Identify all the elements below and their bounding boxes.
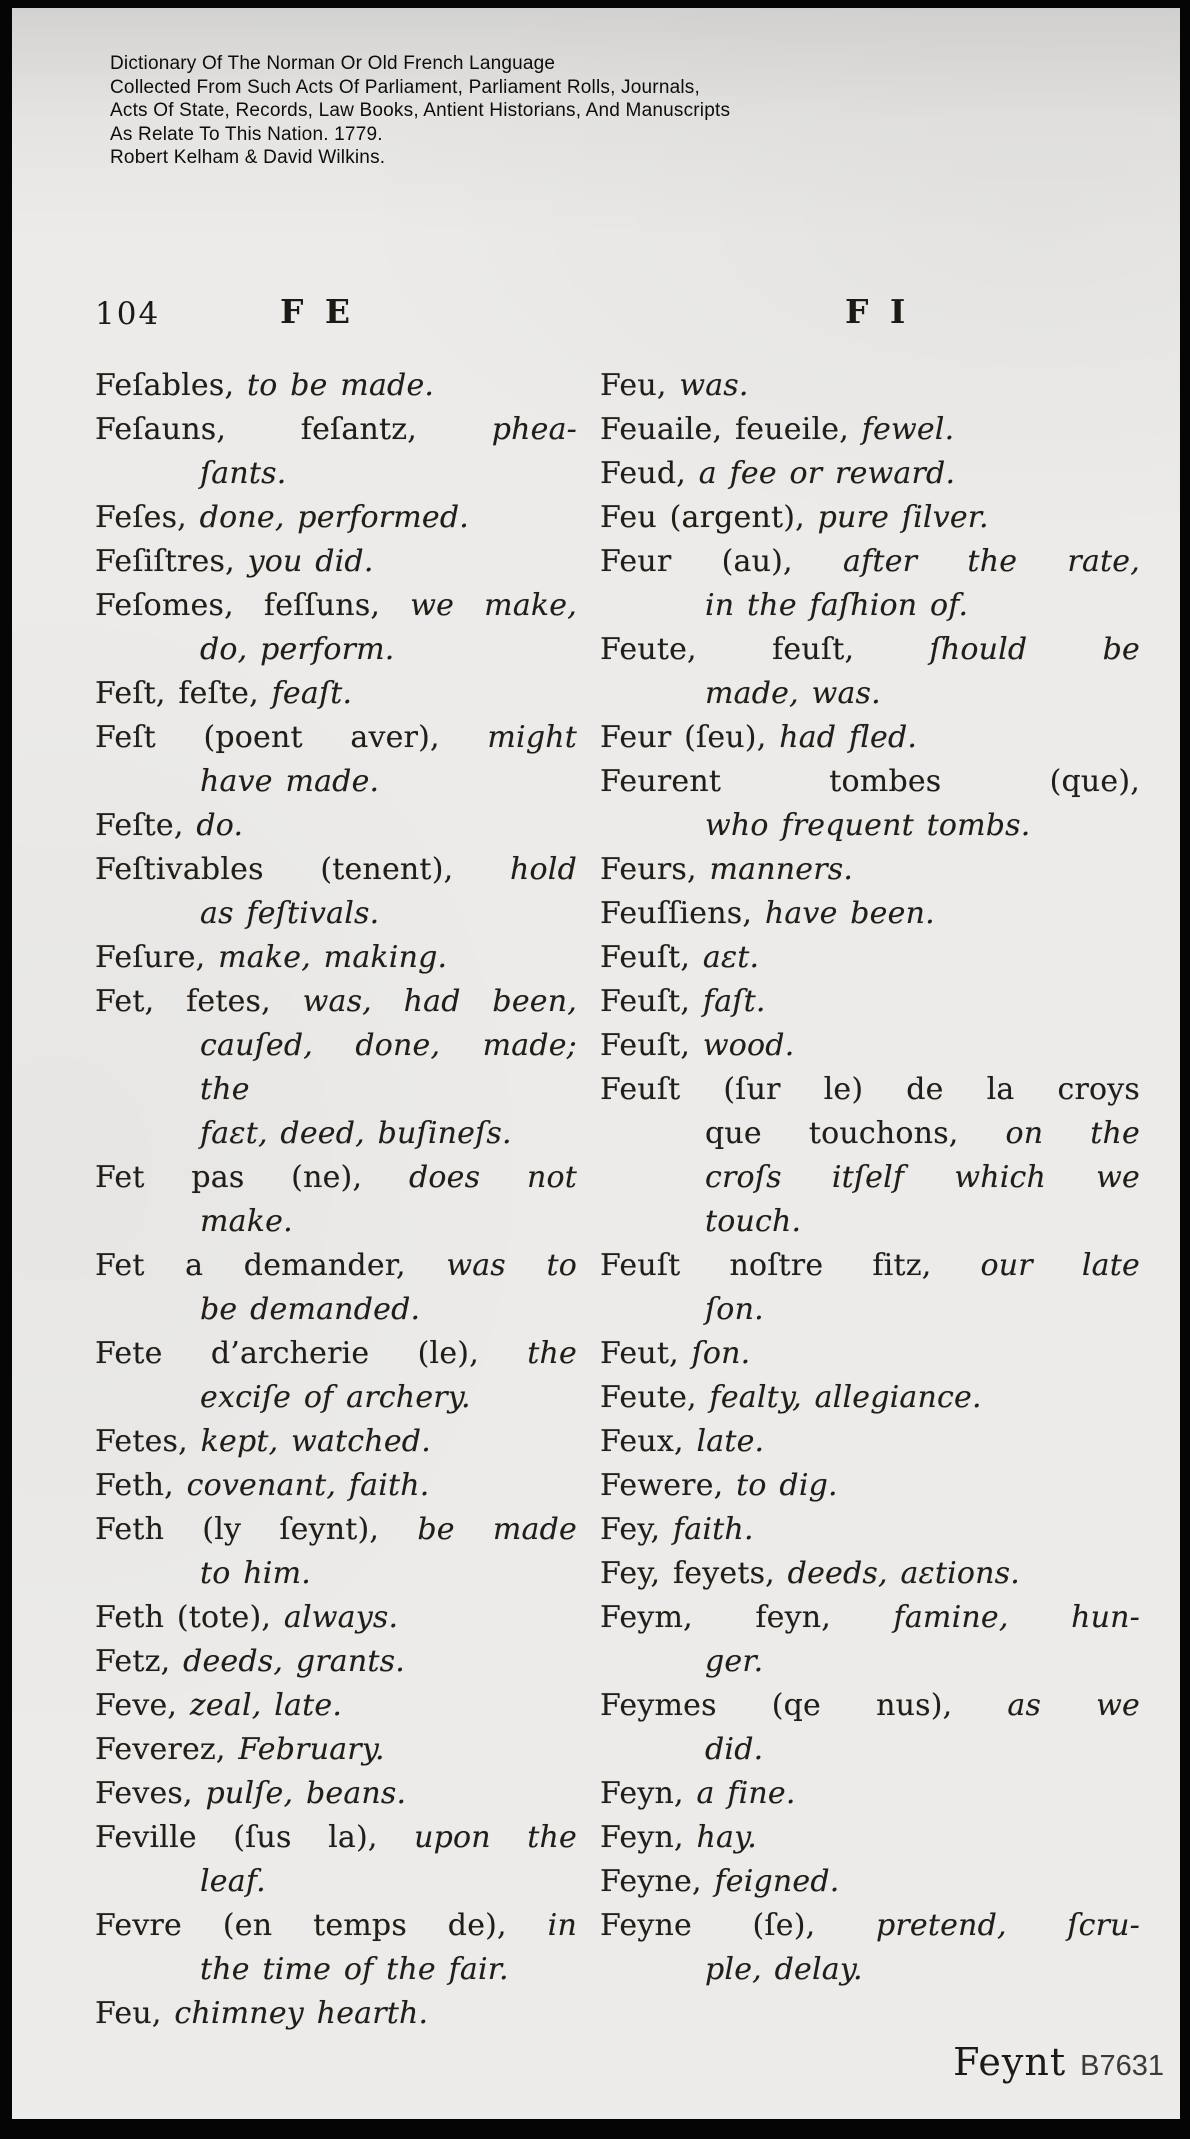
entry-line (600, 716, 1140, 760)
dictionary-entry (95, 1464, 577, 1508)
dictionary-entry (95, 540, 577, 584)
entry-gloss: phea- (491, 411, 577, 447)
entry-line (95, 496, 577, 540)
entry-line (600, 1332, 1140, 1376)
entry-line (600, 1420, 1140, 1464)
entry-term: Feu (argent), (600, 499, 805, 535)
entry-line (95, 848, 577, 892)
entry-term: Feur (au), (600, 543, 793, 579)
dictionary-entry (95, 496, 577, 540)
entry-line (95, 408, 577, 452)
entry-line (95, 1376, 577, 1420)
entry-gloss: hold (510, 851, 577, 887)
entry-gloss: chimney hearth. (174, 1995, 429, 2031)
entry-line (600, 892, 1140, 936)
entry-gloss: after the rate, (843, 543, 1140, 579)
entry-gloss: upon the (414, 1819, 577, 1855)
column-header-fe: F E (280, 291, 356, 331)
entry-line (600, 1200, 1140, 1244)
entry-gloss: famine, hun- (893, 1599, 1140, 1635)
entry-line (600, 1068, 1140, 1112)
entry-line (600, 980, 1140, 1024)
entry-gloss: have been. (764, 895, 935, 931)
entry-line (600, 1860, 1140, 1904)
entry-line (95, 1156, 577, 1200)
entry-line (95, 760, 577, 804)
entry-term: Feuſt, (600, 1027, 691, 1063)
entry-gloss: pure ſilver. (817, 499, 989, 535)
entry-line (600, 1024, 1140, 1068)
annotation-line: Collected From Such Acts Of Parliament, Parliament Rolls, Journals, (110, 76, 700, 98)
dictionary-entry (600, 1816, 1140, 1860)
entry-line (600, 804, 1140, 848)
entry-gloss: pretend, ſcru- (875, 1907, 1140, 1943)
entry-gloss: faɛt, deed, buſineſs. (200, 1115, 512, 1151)
dictionary-entry (600, 1332, 1140, 1376)
entry-term: Fetes, (95, 1423, 188, 1459)
entry-line (600, 672, 1140, 716)
paper-surface (12, 8, 1180, 2119)
entry-gloss: covenant, faith. (186, 1467, 430, 1503)
entry-term: Feve, (95, 1687, 178, 1723)
entry-line (600, 1684, 1140, 1728)
entry-line (95, 540, 577, 584)
entry-term: Fet a demander, (95, 1247, 406, 1283)
entry-gloss: February. (238, 1731, 385, 1767)
entry-gloss: we make, (410, 587, 577, 623)
dictionary-entry (95, 1904, 577, 1992)
entry-gloss: ger. (705, 1643, 764, 1679)
dictionary-entry (95, 672, 577, 716)
entry-term: Feute, feuſt, (600, 631, 855, 667)
entry-gloss: touch. (705, 1203, 802, 1239)
entry-gloss: pulſe, beans. (205, 1775, 407, 1811)
entry-line (600, 1464, 1140, 1508)
dictionary-entry (600, 1684, 1140, 1772)
dictionary-entry (95, 1244, 577, 1332)
entry-term: Feth (tote), (95, 1599, 272, 1635)
dictionary-entry (600, 496, 1140, 540)
entry-line (600, 496, 1140, 540)
entry-line (95, 452, 577, 496)
entry-line (600, 1728, 1140, 1772)
entry-line (95, 1112, 577, 1156)
entry-gloss: was. (679, 367, 749, 403)
dictionary-entry (95, 936, 577, 980)
dictionary-entry (95, 1508, 577, 1596)
entry-line (95, 1904, 577, 1948)
entry-line (600, 1948, 1140, 1992)
entry-gloss: ſon. (705, 1291, 764, 1327)
entry-term: Feſt (poent aver), (95, 719, 440, 755)
entry-gloss: made, was. (705, 675, 881, 711)
entry-gloss: ſon. (691, 1335, 751, 1371)
entry-term: Feſt, feſte, (95, 675, 259, 711)
entry-term: Feſes, (95, 499, 187, 535)
entry-term: Feuſt, (600, 983, 691, 1019)
entry-line (95, 1024, 577, 1112)
entry-term: Feſiſtres, (95, 543, 235, 579)
entry-line (95, 936, 577, 980)
entry-gloss: wood. (702, 1027, 795, 1063)
entry-gloss: our late (980, 1247, 1140, 1283)
modern-annotation-header (110, 52, 1180, 170)
entry-gloss: ſhould be (929, 631, 1140, 667)
entry-line (95, 1860, 577, 1904)
entry-line (95, 1508, 577, 1552)
dictionary-entry (95, 1992, 577, 2036)
entry-term: Feuſt, (600, 939, 691, 975)
entry-term: Feym, feyn, (600, 1599, 832, 1635)
entry-term: Fevre (en temps de), (95, 1907, 507, 1943)
entry-term: Feuſt noſtre fitz, (600, 1247, 932, 1283)
entry-term: Feuaile, feueile, (600, 411, 849, 447)
entry-term: Feves, (95, 1775, 193, 1811)
entry-gloss: deeds, grants. (183, 1643, 406, 1679)
page-footer (12, 2040, 1180, 2084)
entry-gloss: kept, watched. (200, 1423, 431, 1459)
entry-term: Feyne (ſe), (600, 1907, 816, 1943)
dictionary-entry (600, 760, 1140, 848)
entry-term: Feurs, (600, 851, 697, 887)
dictionary-entry (600, 452, 1140, 496)
entry-line (600, 936, 1140, 980)
entry-line (600, 1288, 1140, 1332)
entry-line (600, 1112, 1140, 1156)
entry-gloss: aɛt. (702, 939, 760, 975)
entry-line (95, 1640, 577, 1684)
entry-line (95, 1816, 577, 1860)
entry-term: Feſomes, feſſuns, (95, 587, 381, 623)
entry-gloss: have made. (200, 763, 380, 799)
entry-term: Feux, (600, 1423, 684, 1459)
entry-term: Feſables, (95, 367, 235, 403)
entry-gloss: was to (446, 1247, 577, 1283)
dictionary-entry (600, 1552, 1140, 1596)
entry-term: Feyne, (600, 1863, 702, 1899)
dictionary-entry (600, 1244, 1140, 1332)
column-header-fi: F I (845, 291, 911, 331)
dictionary-entry (95, 980, 577, 1156)
entry-term: Feyn, (600, 1819, 684, 1855)
entry-line (95, 1552, 577, 1596)
entry-line (95, 980, 577, 1024)
entry-gloss: croſs itſelf which we (705, 1159, 1140, 1195)
entry-line (600, 848, 1140, 892)
catchword: Feynt (953, 2039, 1067, 2084)
entry-gloss: make. (200, 1203, 293, 1239)
entry-line (600, 628, 1140, 672)
entry-gloss: ſants. (200, 455, 287, 491)
entry-gloss: do. (196, 807, 244, 843)
entry-line (95, 364, 577, 408)
entry-line (600, 1508, 1140, 1552)
entry-term: Feu, (95, 1995, 162, 2031)
entry-line (95, 1420, 577, 1464)
entry-gloss: in the faſhion of. (705, 587, 969, 623)
dictionary-entry (95, 584, 577, 672)
entry-line (600, 1244, 1140, 1288)
dictionary-entry (600, 1068, 1140, 1244)
dictionary-entry (600, 980, 1140, 1024)
entry-term: Feur (ſeu), (600, 719, 767, 755)
entry-line (95, 1288, 577, 1332)
entry-line (600, 584, 1140, 628)
dictionary-columns (95, 364, 1180, 2036)
entry-gloss: exciſe of archery. (200, 1379, 471, 1415)
dictionary-entry (600, 1904, 1140, 1992)
entry-term: Feſtivables (tenent), (95, 851, 454, 887)
dictionary-entry (95, 1816, 577, 1904)
entry-term: Feuſt (ſur le) de la croys (600, 1071, 1140, 1107)
dictionary-entry (95, 1640, 577, 1684)
entry-gloss: to dig. (736, 1467, 838, 1503)
annotation-line: Dictionary Of The Norman Or Old French Language (110, 53, 556, 74)
entry-line (600, 408, 1140, 452)
dictionary-entry (95, 408, 577, 496)
entry-line (95, 672, 577, 716)
entry-term: Feverez, (95, 1731, 226, 1767)
scan-id-watermark: B7631 (1080, 2049, 1164, 2082)
entry-gloss: as feſtivals. (200, 895, 380, 931)
dictionary-entry (600, 1596, 1140, 1684)
dictionary-entry (95, 364, 577, 408)
entry-term: Fewere, (600, 1467, 724, 1503)
column-left (95, 364, 577, 2036)
entry-gloss: faſt. (702, 983, 766, 1019)
dictionary-entry (600, 892, 1140, 936)
entry-term: Feth, (95, 1467, 174, 1503)
entry-gloss: on the (1005, 1115, 1140, 1151)
page-number: 104 (95, 295, 161, 332)
annotation-line: Acts Of State, Records, Law Books, Antient Historians, And Manuscripts (110, 100, 731, 121)
entry-gloss: late. (696, 1423, 765, 1459)
entry-gloss: does not (408, 1159, 577, 1195)
dictionary-entry (600, 628, 1140, 716)
entry-term: Feſure, (95, 939, 206, 975)
entry-line (600, 1156, 1140, 1200)
entry-gloss: feigned. (714, 1863, 840, 1899)
dictionary-entry (600, 1464, 1140, 1508)
entry-gloss: the time of the fair. (200, 1951, 509, 1987)
entry-term: Feud, (600, 455, 686, 491)
entry-term: Feut, (600, 1335, 679, 1371)
entry-term: Fete d’archerie (le), (95, 1335, 479, 1371)
entry-gloss: do, perform. (200, 631, 395, 667)
page-head (12, 292, 1180, 334)
entry-line (600, 1552, 1140, 1596)
dictionary-entry (600, 1508, 1140, 1552)
dictionary-entry (95, 1420, 577, 1464)
dictionary-entry (600, 408, 1140, 452)
entry-line (95, 628, 577, 672)
dictionary-entry (95, 1684, 577, 1728)
entry-gloss: make, making. (218, 939, 448, 975)
entry-gloss: to him. (200, 1555, 311, 1591)
entry-gloss: zeal, late. (189, 1687, 343, 1723)
entry-gloss: cauſed, done, made; the (200, 1027, 577, 1107)
entry-term: Fey, (600, 1511, 661, 1547)
entry-line (95, 1464, 577, 1508)
entry-line (95, 1244, 577, 1288)
entry-gloss: had fled. (779, 719, 918, 755)
entry-term: Fet, fetes, (95, 983, 271, 1019)
entry-line (600, 760, 1140, 804)
entry-term: Feſte, (95, 807, 184, 843)
dictionary-entry (95, 848, 577, 936)
dictionary-entry (95, 1596, 577, 1640)
entry-line (600, 1596, 1140, 1640)
entry-term: Feymes (qe nus), (600, 1687, 953, 1723)
entry-line (95, 1992, 577, 2036)
dictionary-entry (600, 936, 1140, 980)
entry-gloss: in (547, 1907, 577, 1943)
entry-term: Fetz, (95, 1643, 171, 1679)
entry-line (95, 1596, 577, 1640)
entry-line (95, 1200, 577, 1244)
entry-term: Feville (ſus la), (95, 1819, 378, 1855)
entry-gloss: was, had been, (302, 983, 577, 1019)
dictionary-entry (600, 1772, 1140, 1816)
entry-gloss: might (487, 719, 577, 755)
entry-gloss: be made (417, 1511, 577, 1547)
entry-gloss: the (527, 1335, 577, 1371)
entry-gloss: to be made. (246, 367, 435, 403)
entry-gloss: fealty, allegiance. (709, 1379, 982, 1415)
entry-line (600, 452, 1140, 496)
entry-line (600, 1772, 1140, 1816)
entry-gloss: who frequent tombs. (705, 807, 1031, 843)
dictionary-entry (95, 1728, 577, 1772)
entry-gloss: hay. (696, 1819, 757, 1855)
entry-gloss: manners. (709, 851, 854, 887)
entry-gloss: leaf. (200, 1863, 266, 1899)
entry-term: que touchons, (705, 1115, 959, 1151)
entry-gloss: ple, delay. (705, 1951, 863, 1987)
dictionary-entry (600, 1376, 1140, 1420)
entry-line (95, 584, 577, 628)
entry-gloss: deeds, aɛtions. (787, 1555, 1021, 1591)
entry-line (95, 1684, 577, 1728)
entry-term: Feyn, (600, 1775, 684, 1811)
dictionary-entry (95, 1772, 577, 1816)
entry-gloss: a fee or reward. (698, 455, 956, 491)
dictionary-entry (95, 716, 577, 804)
entry-line (600, 1816, 1140, 1860)
dictionary-entry (600, 1860, 1140, 1904)
entry-line (600, 1640, 1140, 1684)
annotation-line: As Relate To This Nation. 1779. (110, 123, 383, 145)
entry-gloss: always. (283, 1599, 399, 1635)
dictionary-entry (600, 716, 1140, 760)
annotation-line: Robert Kelham & David Wilkins. (110, 147, 386, 168)
dictionary-entry (600, 1420, 1140, 1464)
entry-line (600, 1904, 1140, 1948)
entry-gloss: a fine. (696, 1775, 796, 1811)
entry-line (95, 1332, 577, 1376)
entry-line (95, 1728, 577, 1772)
entry-line (95, 716, 577, 760)
entry-term: Feu, (600, 367, 667, 403)
dictionary-entry (95, 1156, 577, 1244)
entry-gloss: as we (1007, 1687, 1140, 1723)
dictionary-entry (600, 364, 1140, 408)
entry-line (600, 1376, 1140, 1420)
dictionary-entry (600, 848, 1140, 892)
entry-line (95, 804, 577, 848)
entry-line (600, 364, 1140, 408)
entry-gloss: you did. (247, 543, 374, 579)
entry-gloss: fewel. (861, 411, 955, 447)
column-right (600, 364, 1140, 2036)
entry-line (95, 892, 577, 936)
entry-gloss: be demanded. (200, 1291, 421, 1327)
entry-gloss: did. (705, 1731, 764, 1767)
entry-term: Feuſſiens, (600, 895, 753, 931)
entry-term: Feſauns, feſantz, (95, 411, 417, 447)
entry-line (95, 1772, 577, 1816)
entry-term: Feute, (600, 1379, 697, 1415)
entry-line (95, 1948, 577, 1992)
entry-term: Feurent tombes (que), (600, 763, 1140, 799)
entry-gloss: faith. (672, 1511, 754, 1547)
entry-term: Fet pas (ne), (95, 1159, 363, 1195)
entry-line (600, 540, 1140, 584)
entry-gloss: done, performed. (199, 499, 470, 535)
entry-term: Feth (ly ſeynt), (95, 1511, 380, 1547)
entry-gloss: feaſt. (271, 675, 353, 711)
dictionary-entry (600, 1024, 1140, 1068)
dictionary-entry (600, 540, 1140, 628)
dictionary-entry (95, 804, 577, 848)
dictionary-entry (95, 1332, 577, 1420)
entry-term: Fey, feyets, (600, 1555, 775, 1591)
